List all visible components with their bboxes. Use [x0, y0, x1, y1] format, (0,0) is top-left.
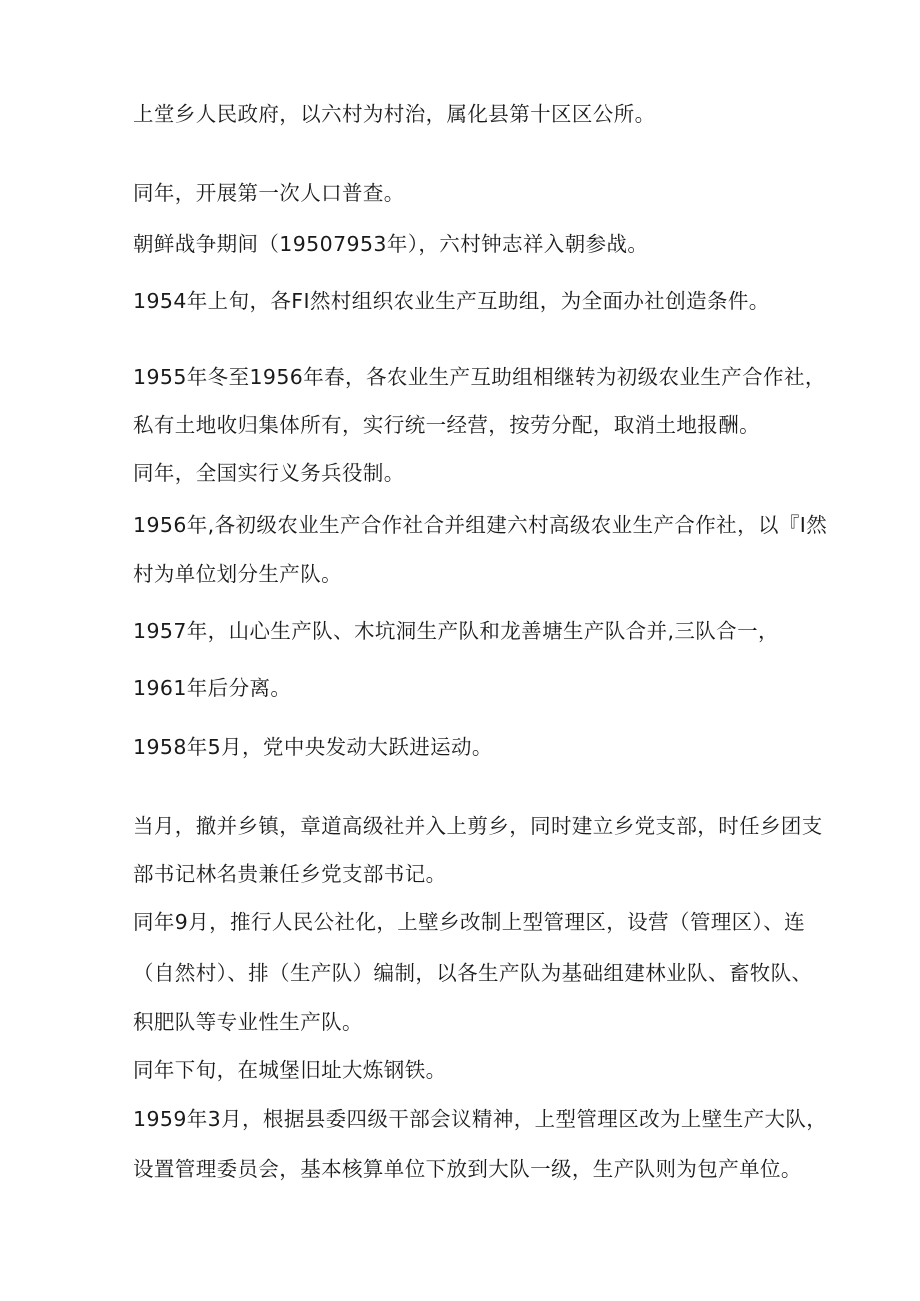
text-line: 1961年后分离。	[133, 676, 292, 700]
text-line: 设置管理委员会，基本核算单位下放到大队一级，生产队则为包产单位。	[133, 1157, 802, 1181]
text-line: 村为单位划分生产队。	[133, 562, 342, 586]
text-line: 同年下旬，在城堡旧址大炼钢铁。	[133, 1058, 447, 1082]
text-line: 1954年上旬，各FI然村组织农业生产互助组，为全面办社创造条件。	[133, 289, 770, 313]
text-line: 上堂乡人民政府，以六村为村治，属化县第十区区公所。	[133, 102, 656, 126]
text-line: 1956年,各初级农业生产合作社合并组建六村高级农业生产合作社，以『I然	[133, 513, 828, 537]
text-line: 同年9月，推行人民公社化，上壁乡改制上型管理区，设营（管理区）、连	[133, 910, 805, 934]
text-line: 部书记林名贵兼任乡党支部书记。	[133, 862, 447, 886]
text-line: 同年，全国实行义务兵役制。	[133, 461, 405, 485]
text-line: 当月，撤并乡镇，章道高级社并入上剪乡，同时建立乡党支部，时任乡团支	[133, 814, 823, 838]
text-line: （自然村）、排（生产队）编制，以各生产队为基础组建林业队、畜牧队、	[133, 961, 813, 985]
text-line: 私有土地收归集体所有，实行统一经营，按劳分配，取消土地报酬。	[133, 413, 760, 437]
text-line: 1957年，山心生产队、木坑洞生产队和龙善塘生产队合并,三队合一，	[133, 619, 779, 643]
text-line: 朝鲜战争期间（19507953年），六村钟志祥入朝参战。	[133, 232, 649, 256]
text-line: 同年，开展第一次人口普查。	[133, 181, 405, 205]
text-line: 1959年3月，根据县委四级干部会议精神，上型管理区改为上壁生产大队，	[133, 1107, 828, 1131]
text-line: 1958年5月，党中央发动大跃进运动。	[133, 735, 493, 759]
text-line: 1955年冬至1956年春，各农业生产互助组相继转为初级农业生产合作社，	[133, 365, 826, 389]
text-line: 积肥队等专业性生产队。	[133, 1010, 363, 1034]
